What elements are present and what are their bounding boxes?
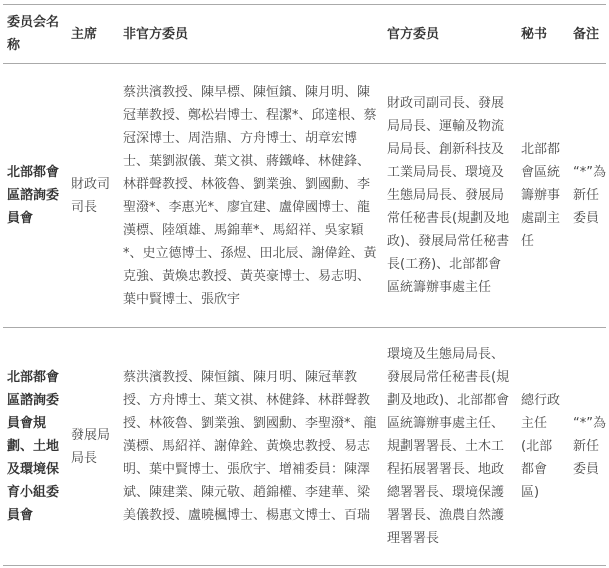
table-header-row (3, 5, 606, 64)
header-official-members: 官方委员 (383, 5, 517, 64)
chair: 財政司司長 (67, 64, 119, 328)
committee-name: 北部都會區諮詢委員會規劃、土地及環境保育小組委員會 (3, 328, 67, 566)
official-members: 財政司副司長、發展局局長、運輸及物流局局長、創新科技及工業局局長、環境及生態局局長、發展局常任秘書長(規劃及地政)、發展局常任秘書長(工務)、北部都會區統籌辦事處主任 (383, 64, 517, 328)
non-official-members: 蔡洪濱教授、陳早標、陳恒鑌、陳月明、陳冠華教授、鄭松岩博士、程潔*、邱達根、蔡冠深博士、周浩鼎、方舟博士、胡章宏博士、葉劉淑儀、葉文祺、蔣鐵峰、林健鋒、林群聲教授、林筱魯、劉業強、劉國勳、李聖潑*、李惠光*、廖宜建、盧偉國博士、龍漢標、陸頌雄、馬錦華*、馬紹祥、吳家穎*、史立德博士、孫煜、田北辰、謝偉銓、黃克強、黃煥忠教授、黃英豪博士、易志明、葉中賢博士、張欣宇 (119, 64, 383, 328)
remarks: “*”為新任委員 (569, 64, 606, 328)
header-secretary: 秘书 (517, 5, 569, 64)
official-members: 環境及生態局局長、發展局常任秘書長(規劃及地政)、北部都會區統籌辦事處主任、規劃署署長、土木工程拓展署署長、地政總署署長、環境保護署署長、漁農自然護理署署長 (383, 328, 517, 566)
secretary: 總行政主任(北部都會區) (517, 328, 569, 566)
header-non-official-members: 非官方委员 (119, 5, 383, 64)
header-remarks: 备注 (569, 5, 606, 64)
header-committee-name: 委员会名称 (3, 5, 67, 64)
table-row (3, 64, 606, 328)
table-row (3, 328, 606, 566)
remarks: “*”為新任委員 (569, 328, 606, 566)
committee-name: 北部都會區諮詢委員會 (3, 64, 67, 328)
secretary: 北部都會區統籌辦事處副主任 (517, 64, 569, 328)
header-chair: 主席 (67, 5, 119, 64)
chair: 發展局局長 (67, 328, 119, 566)
non-official-members: 蔡洪濱教授、陳恒鑌、陳月明、陳冠華教授、方舟博士、葉文祺、林健鋒、林群聲教授、林筱魯、劉業強、劉國勳、李聖潑*、龍漢標、馬紹祥、謝偉銓、黃煥忠教授、易志明、葉中賢博士、張欣宇、增補委員：陳澤斌、陳建業、陳元敬、趙錦權、李建華、梁美儀教授、盧曉楓博士、楊惠文博士、百瑞 (119, 328, 383, 566)
committee-table (3, 4, 606, 566)
